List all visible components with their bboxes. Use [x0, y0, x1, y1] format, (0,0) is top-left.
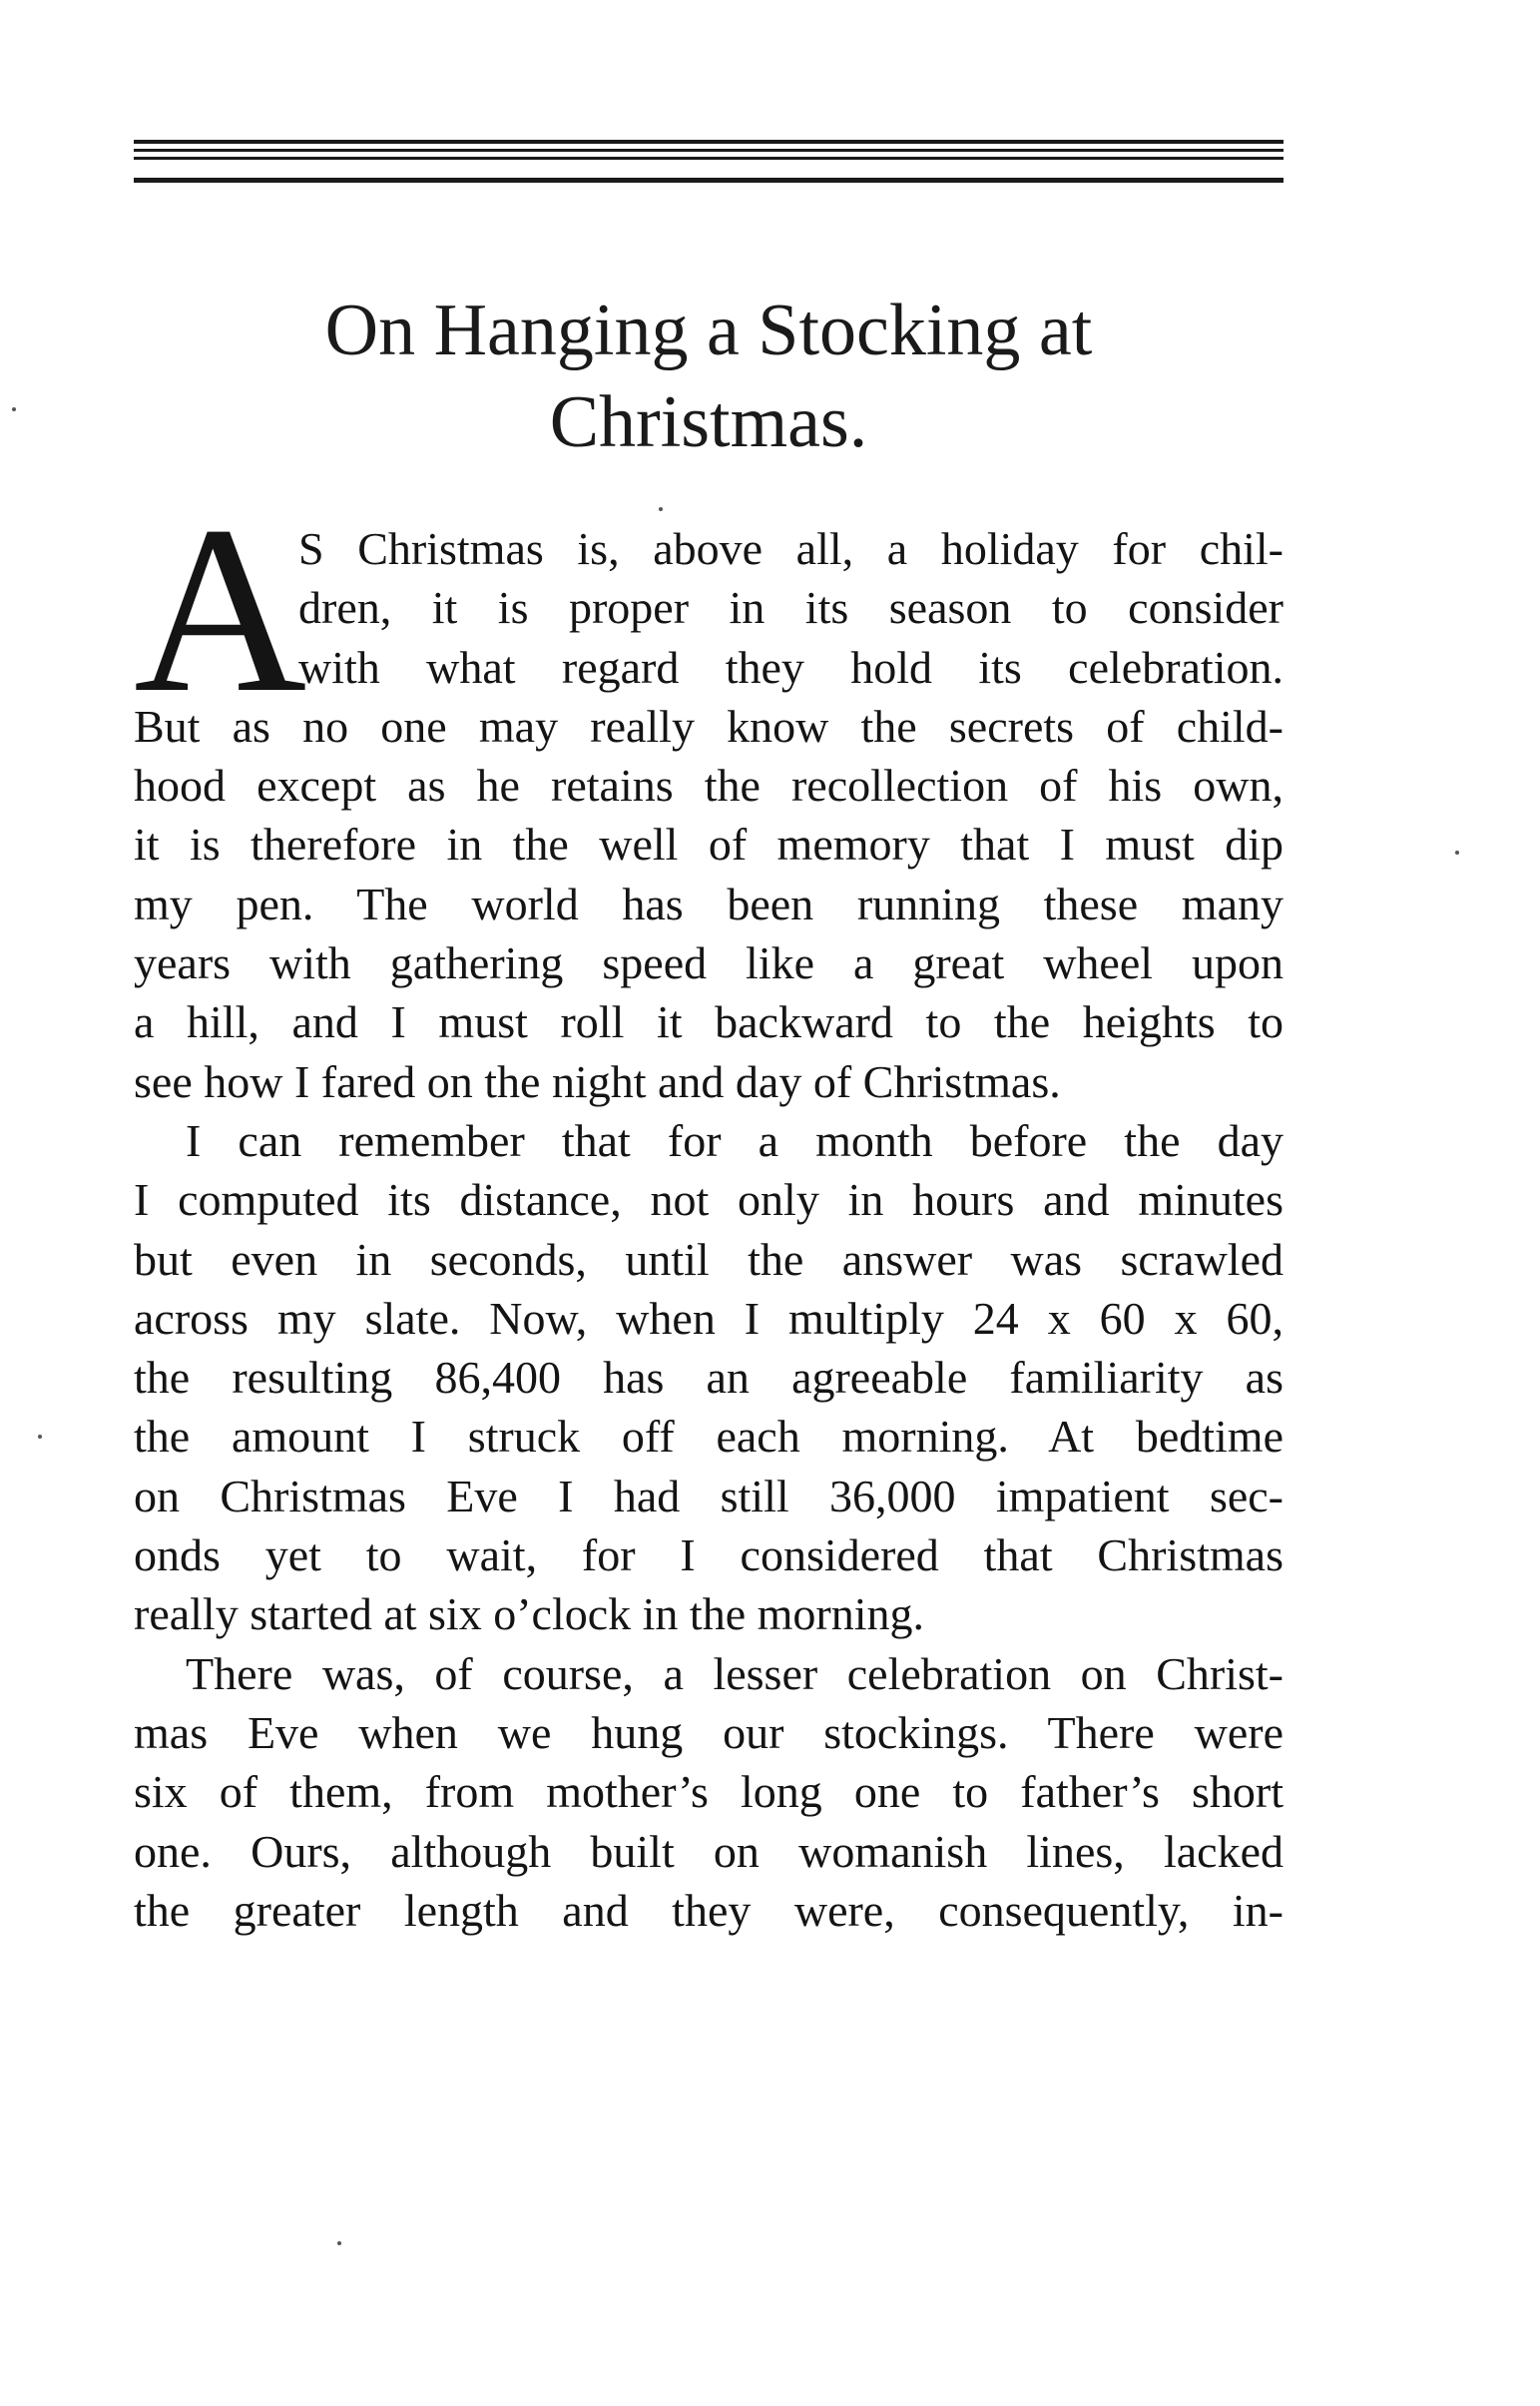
- text-line: on Christmas Eve I had still 36,000 impatient sec-: [134, 1470, 1283, 1521]
- text-line: I computed its distance, not only in hours and minutes: [134, 1174, 1283, 1226]
- text-line: hood except as he retains the recollection of his own,: [134, 760, 1283, 812]
- text-line: onds yet to wait, for I considered that Christmas: [134, 1529, 1283, 1581]
- text-line: the amount I struck off each morning. At bedtime: [134, 1411, 1283, 1463]
- body-text: [134, 519, 1283, 1940]
- text-line: There was, of course, a lesser celebration on Christ-: [186, 1647, 1283, 1699]
- text-line: S Christmas is, above all, a holiday for chil-: [298, 523, 1283, 574]
- title-line-1: On Hanging a Stocking at: [324, 290, 1093, 371]
- text-line: a hill, and I must roll it backward to the heights to: [134, 996, 1283, 1048]
- text-line: really started at six o’clock in the morning.: [134, 1588, 924, 1640]
- text-line: my pen. The world has been running these many: [134, 878, 1283, 929]
- text-line: see how I fared on the night and day of Christmas.: [134, 1055, 1061, 1107]
- top-double-rule-1: [134, 140, 1283, 144]
- page-title: [134, 285, 1283, 468]
- text-line: across my slate. Now, when I multiply 24 x 60 x 60,: [134, 1292, 1283, 1344]
- scan-speck: [12, 407, 16, 411]
- text-line: the greater length and they were, consequently, in-: [134, 1884, 1283, 1936]
- scan-speck: [38, 1435, 42, 1439]
- text-line: dren, it is proper in its season to consider: [298, 582, 1283, 634]
- text-line: the resulting 86,400 has an agreeable familiarity as: [134, 1352, 1283, 1404]
- text-line: one. Ours, although built on womanish lines, lacked: [134, 1825, 1283, 1877]
- scan-speck: [337, 2241, 341, 2245]
- text-line: years with gathering speed like a great wheel upon: [134, 937, 1283, 989]
- title-line-2: Christmas.: [549, 381, 868, 463]
- text-line: six of them, from mother’s long one to father’s short: [134, 1766, 1283, 1818]
- scan-speck: [1455, 851, 1459, 855]
- text-line: But as no one may really know the secrets of child-: [134, 700, 1283, 752]
- text-line: I can remember that for a month before the day: [186, 1114, 1283, 1166]
- scan-speck: [659, 507, 663, 511]
- top-double-rule-3: [134, 157, 1283, 160]
- drop-cap: A: [134, 476, 307, 742]
- text-line: with what regard they hold its celebration.: [298, 641, 1283, 693]
- text-line: but even in seconds, until the answer was scrawled: [134, 1233, 1283, 1285]
- text-line: it is therefore in the well of memory that I must dip: [134, 819, 1283, 871]
- top-double-rule-2: [134, 149, 1283, 152]
- text-line: mas Eve when we hung our stockings. There were: [134, 1706, 1283, 1758]
- top-single-rule: [134, 178, 1283, 183]
